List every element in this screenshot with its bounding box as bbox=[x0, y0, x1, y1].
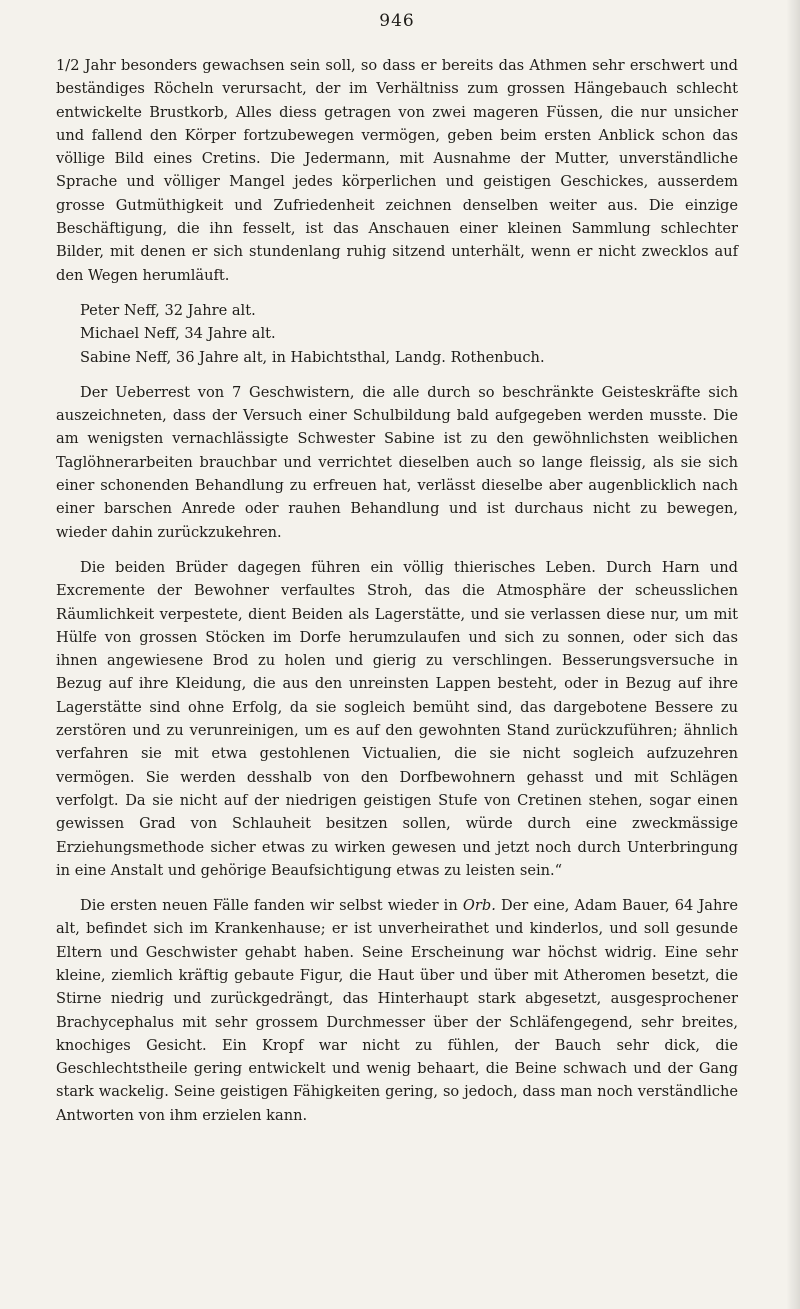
new-cases-text-rest: Der eine, Adam Bauer, 64 Jahre alt, befindet sich im Krankenhause; er ist unverheirathet und kinderlos, und soll gesunde Eltern und Geschwister gehabt haben. Seine Erscheinung war höchst widrig. Eine sehr kleine, ziemlich kräftig gebaute Figur, die Haut über und über mit Atheromen besetzt, die Stirne niedrig und zurückgedrängt, das Hinterhaupt stark abgesetzt, ausgesprochener Brachycephalus mit sehr grossem Durchmesser über der Schläfengegend, sehr breites, knochiges Gesicht. Ein Kropf war nicht zu fühlen, der Bauch sehr dick, die Geschlechtstheile gering entwickelt und wenig behaart, die Beine schwach und der Gang stark wackelig. Seine geistigen Fähigkeiten gering, so jedoch, dass man noch verständliche Antworten von ihm erzielen kann. bbox=[56, 897, 739, 1124]
page-edge-shadow bbox=[786, 0, 800, 1309]
paragraph-continuation: 1/2 Jahr besonders gewachsen sein soll, so dass er bereits das Athmen sehr erschwert und beständiges Röcheln verursacht, der im Verhältniss zum grossen Hängebauch schlecht entwickelte Brustkorb, Alles diess getragen von zwei mageren Füssen, die nur unsicher und fallend den Körper fortzubewegen vermögen, geben beim ersten Anblick schon das völlige Bild eines Cretins. Die Jedermann, mit Ausnahme der Mutter, unverständliche Sprache und völliger Mangel jedes körperlichen und geistigen Geschickes, ausserdem grosse Gutmüthigkeit und Zufriedenheit zeichnen denselben weiter aus. Die einzige Beschäftigung, die ihn fesselt, ist das Anschauen einer kleinen Sammlung schlechter Bilder, mit denen er sich stundenlang ruhig sitzend unterhält, wenn er nicht zwecklos auf den Wegen herumläuft. bbox=[56, 57, 738, 284]
paragraph-new-cases bbox=[56, 894, 738, 1127]
persons-list bbox=[56, 299, 738, 369]
person-entry-peter: Peter Neff, 32 Jahre alt. bbox=[80, 301, 256, 319]
page-number: 946 bbox=[379, 11, 415, 31]
person-entry-sabine: Sabine Neff, 36 Jahre alt, in Habichtsthal, Landg. Rothenbuch. bbox=[80, 348, 545, 366]
paragraph-brothers: Die beiden Brüder dagegen führen ein völlig thierisches Leben. Durch Harn und Excremente der Bewohner verfaultes Stroh, das die Atmosphäre der scheusslichen Räumlichkeit verpestete, dient Beiden als Lagerstätte, und sie verlassen diese nur, um mit Hülfe von grossen Stöcken im Dorfe herumzulaufen und sich zu sonnen, oder sich das ihnen angewiesene Brod zu holen und gierig zu verschlingen. Besserungsversuche in Bezug auf ihre Kleidung, die aus den unreinsten Lappen besteht, oder in Bezug auf ihre Lagerstätte sind ohne Erfolg, da sie sogleich bemüht sind, das dargebotene Bessere zu zerstören und zu verunreinigen, um es auf den gewohnten Stand zurückzuführen; ähnlich verfahren sie mit etwa gestohlenen Victualien, die sie nicht sogleich aufzuzehren vermögen. Sie werden desshalb von den Dorfbewohnern gehasst und mit Schlägen verfolgt. Da sie nicht auf der niedrigen geistigen Stufe von Cretinen stehen, sogar einen gewissen Grad von Schlauheit besitzen sollen, würde durch eine zweckmässige Erziehungsmethode sicher etwas zu wirken gewesen und jetzt noch durch Unterbringung in eine Anstalt und gehörige Beaufsichtigung etwas zu leisten sein.“ bbox=[56, 558, 738, 879]
person-entry-michael: Michael Neff, 34 Jahre alt. bbox=[80, 325, 276, 343]
paragraph-siblings: Der Ueberrest von 7 Geschwistern, die alle durch so beschränkte Geisteskräfte sich auszeichneten, dass der Versuch einer Schulbildung bald aufgegeben werden musste. Die am wenigsten vernachlässigte Schwester Sabine ist zu den gewöhnlichsten weiblichen Taglöhnerarbeiten brauchbar und verrichtet dieselben auch so lange fleissig, als sie sich einer schonenden Behandlung zu erfreuen hat, verlässt dieselbe aber augenblicklich nach einer barschen Anrede oder rauhen Behandlung und ist durchaus nicht zu bewegen, wieder dahin zurückzukehren. bbox=[56, 383, 738, 541]
new-cases-text-start: Die ersten neuen Fälle fanden wir selbst wieder in bbox=[80, 897, 463, 915]
place-name-orb: Orb. bbox=[462, 897, 496, 915]
